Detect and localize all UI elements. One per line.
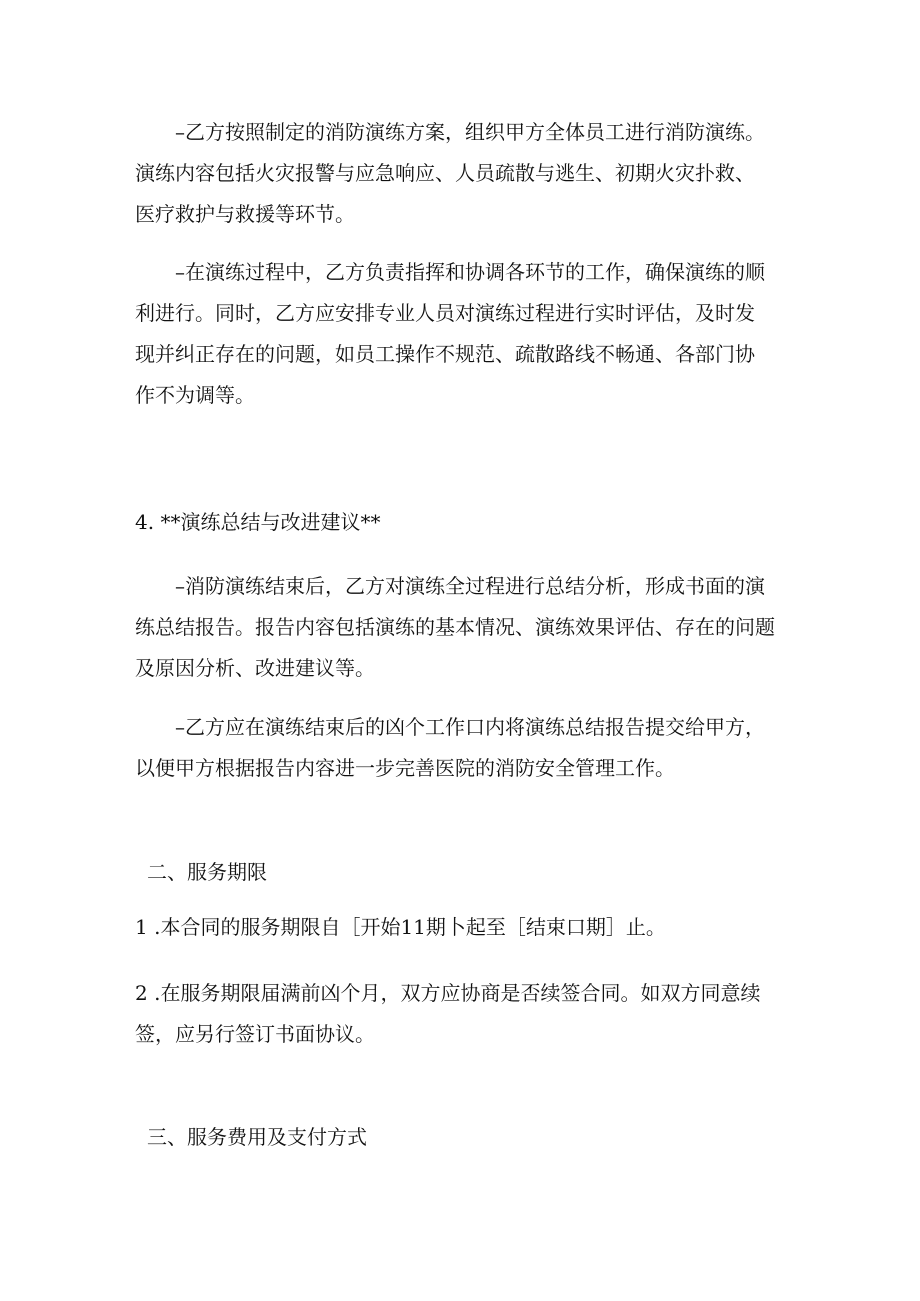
paragraph-line: –在演练过程中，乙方负责指挥和协调各环节的工作，确保演练的顺 [175,260,765,284]
paragraph-line: –乙方按照制定的消防演练方案，组织甲方全体员工进行消防演练。 [175,120,765,144]
paragraph-line: 作不为调等。 [135,383,255,407]
paragraph-report-submission [135,707,785,789]
item-4-heading: 4. **演练总结与改进建议** [135,510,381,534]
paragraph-drill-execution [135,112,785,235]
service-term-item-1: 1 .本合同的服务期限自［开始11期卜起至［结束口期］止。 [135,915,666,939]
paragraph-line: 以便甲方根据报告内容进一步完善医院的消防安全管理工作。 [135,756,675,780]
service-term-item-2 [135,973,785,1055]
paragraph-line: 签，应另行签订书面协议。 [135,1022,375,1046]
paragraph-line: 利进行。同时，乙方应安排专业人员对演练过程进行实时评估，及时发 [135,301,755,325]
paragraph-line: –消防演练结束后，乙方对演练全过程进行总结分析，形成书面的演 [175,574,765,598]
paragraph-line: 及原因分析、改进建议等。 [135,656,375,680]
paragraph-line: 2 .在服务期限届满前凶个月，双方应协商是否续签合同。如双方同意续 [135,981,761,1005]
paragraph-summary-report [135,566,785,689]
paragraph-line: –乙方应在演练结束后的凶个工作口内将演练总结报告提交给甲方， [175,715,765,739]
paragraph-drill-coordination [135,252,785,416]
paragraph-line: 演练内容包括火灾报警与应急响应、人员疏散与逃生、初期火灾扑救、 [135,161,755,185]
section-3-heading: 三、服务费用及支付方式 [147,1125,367,1149]
paragraph-line: 现并纠正存在的问题，如员工操作不规范、疏散路线不畅通、各部门协 [135,342,755,366]
paragraph-line: 医疗救护与救援等环节。 [135,202,355,226]
paragraph-line: 练总结报告。报告内容包括演练的基本情况、演练效果评估、存在的问题 [135,615,775,639]
section-2-heading: 二、服务期限 [147,860,267,884]
